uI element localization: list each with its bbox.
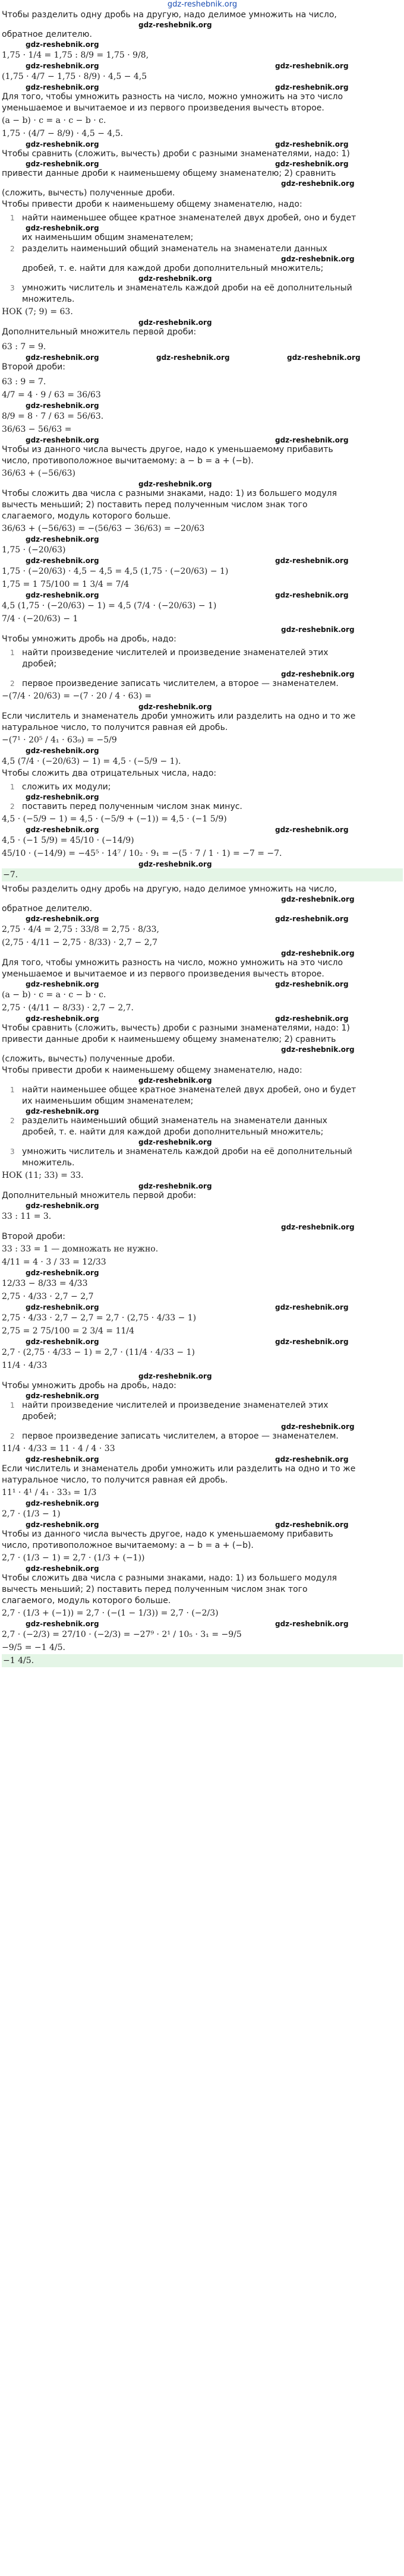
list-item: множитель. (22, 295, 75, 304)
text-line: Чтобы умножить дробь на дробь, надо: (2, 1381, 176, 1390)
watermark: gdz-reshebnik.org (26, 224, 99, 232)
list-item: множитель. (22, 1158, 75, 1168)
list-item: 2 первое произведение записать числителем, а второе — знаменателем. (10, 679, 339, 688)
text-line: вычесть меньший; 2) поставить перед полученным числом знак того (2, 500, 308, 510)
watermark: gdz-reshebnik.org gdz-reshebnik.org (26, 1521, 349, 1529)
watermark: gdz-reshebnik.org (26, 1202, 99, 1210)
math-line: 2,75 · 4/4 = 2,75 : 33/8 = 2,75 · 8/33, (2, 925, 159, 934)
watermark: gdz-reshebnik.org (26, 1564, 99, 1573)
watermark: gdz-reshebnik.org gdz-reshebnik.org (26, 1338, 349, 1346)
solution-part-2 (2, 884, 403, 1667)
math-line: 36/63 − 56/63 = (2, 425, 72, 434)
math-line: 11¹ · 4¹ / 4₁ · 33₃ = 1/3 (2, 1488, 97, 1497)
watermark: gdz-reshebnik.org (281, 1423, 355, 1431)
text-line: (сложить, вычесть) полученные дроби. (2, 188, 175, 198)
list-item: их наименьшим общим знаменателем; (22, 233, 194, 242)
watermark: gdz-reshebnik.org (26, 747, 99, 755)
math-line: 2,7 · (1/3 + (−1)) = 2,7 · (−(1 − 1/3)) = 2,7 · (−2/3) (2, 1608, 219, 1618)
watermark: gdz-reshebnik.org gdz-reshebnik.org (26, 1620, 349, 1628)
text-line: Для того, чтобы умножить разность на число, можно умножить на это число (2, 92, 343, 102)
text-line: уменьшаемое и вычитаемое и из первого произведения вычесть второе. (2, 103, 324, 113)
site-header-link[interactable]: gdz-reshebnik.org (167, 0, 238, 9)
text-line: привести данные дроби к наименьшему общему знаменателю; 2) сравнить (2, 1035, 336, 1044)
math-line: (a − b) · c = a · c − b · c. (2, 990, 106, 1000)
watermark: gdz-reshebnik.org (138, 274, 212, 283)
text-line: Если числитель и знаменатель дроби умножить или разделить на одно и то же (2, 712, 356, 721)
watermark: gdz-reshebnik.org (281, 670, 355, 678)
list-item: 1 сложить их модули; (10, 782, 111, 792)
solution-part-1 (2, 10, 403, 881)
text-line: Чтобы сравнить (сложить, вычесть) дроби с разными знаменателями, надо: 1) (2, 1023, 350, 1033)
text-line: Чтобы сравнить (сложить, вычесть) дроби с разными знаменателями, надо: 1) (2, 149, 350, 159)
list-item: 3 умножить числитель и знаменатель каждой дроби на её дополнительный (10, 283, 352, 293)
math-line: 2,7 · (1/3 − 1) (2, 1509, 61, 1519)
math-line: 33 : 11 = 3. (2, 1212, 52, 1221)
math-line: 36/63 + (−56/63) (2, 469, 75, 478)
list-item: 1 найти произведение числителей и произведение знаменателей этих (10, 648, 329, 658)
watermark: gdz-reshebnik.org (26, 1269, 99, 1277)
math-line: 2,75 · 4/33 · 2,7 − 2,7 = 2,7 · (2,75 · 4/33 − 1) (2, 1313, 197, 1323)
math-line: НОК (7; 9) = 63. (2, 307, 73, 317)
watermark: gdz-reshebnik.org gdz-reshebnik.org (26, 1455, 349, 1464)
math-line: −9/5 = −1 4/5. (2, 1643, 65, 1652)
watermark: gdz-reshebnik.org gdz-reshebnik.org gdz-reshebnik.org (26, 353, 361, 362)
math-line: 2,7 · (1/3 − 1) = 2,7 · (1/3 + (−1)) (2, 1553, 145, 1563)
math-line: 63 : 7 = 9. (2, 342, 46, 352)
math-line: 4,5 (1,75 · (−20/63) − 1) = 4,5 (7/4 · (−20/63) − 1) (2, 601, 217, 611)
list-item: 2 разделить наименьший общий знаменатель на знаменатели данных (10, 244, 327, 254)
text-line: число, противоположное вычитаемому: a − b = a + (−b). (2, 1541, 254, 1550)
text-line: слагаемого, модуль которого больше. (2, 1596, 171, 1605)
watermark: gdz-reshebnik.org (281, 1223, 355, 1231)
watermark: gdz-reshebnik.org (138, 1076, 212, 1085)
list-item: 1 найти наименьшее общее кратное знаменателей двух дробей, оно и будет (10, 213, 356, 223)
list-item: дробей, т. е. найти для каждой дроби дополнительный множитель; (22, 264, 324, 273)
answer-highlight: −7. (2, 868, 403, 881)
watermark: gdz-reshebnik.org (281, 1045, 355, 1054)
text-line: Чтобы сложить два числа с разными знаками, надо: 1) из большего модуля (2, 489, 337, 498)
list-item: дробей; (22, 659, 57, 669)
text-line: Чтобы сложить два отрицательных числа, надо: (2, 769, 217, 778)
text-line: привести данные дроби к наименьшему общему знаменателю; 2) сравнить (2, 169, 336, 178)
text-line: обратное делителю. (2, 30, 92, 39)
math-line: 2,75 · 4/33 · 2,7 − 2,7 (2, 1292, 94, 1301)
math-line: 33 : 33 = 1 — домножать не нужно. (2, 1244, 159, 1254)
math-line: 1,75 · (−20/63) (2, 545, 66, 555)
watermark: gdz-reshebnik.org gdz-reshebnik.org (26, 915, 349, 923)
watermark: gdz-reshebnik.org (281, 255, 355, 263)
math-line: 45/10 · (−14/9) = −45⁵ · 14⁷ / 10₂ · 9₁ = −(5 · 7 / 1 · 1) = −7 = −7. (2, 849, 282, 858)
list-item: дробей, т. е. найти для каждой дроби дополнительный множитель; (22, 1127, 324, 1137)
math-line: −(7/4 · 20/63) = −(7 · 20 / 4 · 63) = (2, 691, 152, 701)
text-line: Чтобы сложить два числа с разными знаками, надо: 1) из большего модуля (2, 1573, 337, 1583)
math-line: 11/4 · 4/33 (2, 1361, 48, 1370)
watermark: gdz-reshebnik.org (26, 40, 99, 49)
watermark: gdz-reshebnik.org (281, 895, 355, 903)
watermark: gdz-reshebnik.org (281, 949, 355, 957)
watermark: gdz-reshebnik.org gdz-reshebnik.org (26, 160, 349, 168)
list-item: 1 найти наименьшее общее кратное знаменателей двух дробей, оно и будет (10, 1085, 356, 1095)
text-line: натуральное число, то получится равная ей дробь. (2, 723, 228, 732)
watermark: gdz-reshebnik.org (281, 179, 355, 188)
watermark: gdz-reshebnik.org (138, 703, 212, 711)
math-line: 8/9 = 8 · 7 / 63 = 56/63. (2, 412, 104, 421)
math-line: 4/7 = 4 · 9 / 63 = 36/63 (2, 390, 101, 400)
watermark: gdz-reshebnik.org (138, 480, 212, 488)
text-line: число, противоположное вычитаемому: a − b = a + (−b). (2, 456, 254, 466)
watermark: gdz-reshebnik.org gdz-reshebnik.org (26, 1303, 349, 1311)
text-line: Второй дроби: (2, 362, 65, 372)
text-line: Если числитель и знаменатель дроби умножить или разделить на одно и то же (2, 1464, 356, 1474)
watermark: gdz-reshebnik.org gdz-reshebnik.org (26, 62, 349, 70)
watermark: gdz-reshebnik.org gdz-reshebnik.org (26, 591, 349, 599)
list-item: 2 первое произведение записать числителем, а второе — знаменателем. (10, 1431, 339, 1441)
text-line: Второй дроби: (2, 1232, 65, 1241)
text-line: уменьшаемое и вычитаемое и из первого произведения вычесть второе. (2, 969, 324, 979)
watermark: gdz-reshebnik.org (26, 793, 99, 801)
math-line: 1,75 · (−20/63) · 4,5 − 4,5 = 4,5 (1,75 · (−20/63) − 1) (2, 567, 229, 576)
watermark: gdz-reshebnik.org gdz-reshebnik.org (26, 436, 349, 444)
watermark: gdz-reshebnik.org gdz-reshebnik.org (26, 83, 349, 91)
text-line: слагаемого, модуль которого больше. (2, 511, 171, 521)
math-line: 1,75 = 1 75/100 = 1 3/4 = 7/4 (2, 580, 130, 589)
text-line: Для того, чтобы умножить разность на число, можно умножить на это число (2, 958, 343, 968)
list-item: 2 разделить наименьший общий знаменатель на знаменатели данных (10, 1116, 327, 1126)
text-line: натуральное число, то получится равная ей дробь. (2, 1475, 228, 1485)
text-line: Дополнительный множитель первой дроби: (2, 327, 197, 337)
watermark: gdz-reshebnik.org (138, 1182, 212, 1190)
text-line: Чтобы из данного числа вычесть другое, надо к уменьшаемому прибавить (2, 445, 333, 454)
answer-highlight: −1 4/5. (2, 1654, 403, 1667)
watermark: gdz-reshebnik.org (138, 1138, 212, 1146)
math-line: 2,75 · (4/11 − 8/33) · 2,7 − 2,7. (2, 1003, 134, 1013)
math-line: 4,5 (7/4 · (−20/63) − 1) = 4,5 · (−5/9 − 1). (2, 757, 181, 766)
watermark: gdz-reshebnik.org (138, 318, 212, 327)
watermark: gdz-reshebnik.org gdz-reshebnik.org (26, 1014, 349, 1023)
math-line: 1,75 · 1/4 = 1,75 : 8/9 = 1,75 · 9/8, (2, 50, 149, 60)
math-line: 36/63 + (−56/63) = −(56/63 − 36/63) = −20/63 (2, 524, 205, 533)
text-line: Чтобы привести дроби к наименьшему общему знаменателю, надо: (2, 200, 302, 209)
watermark: gdz-reshebnik.org (26, 1392, 99, 1400)
math-line: 4,5 · (−1 5/9) = 45/10 · (−14/9) (2, 836, 134, 845)
math-line: 2,7 · (−2/3) = 27/10 · (−2/3) = −27⁹ · 2¹ / 10₅ · 3₁ = −9/5 (2, 1630, 242, 1639)
list-item: 2 поставить перед полученным числом знак минус. (10, 802, 242, 811)
math-line: (2,75 · 4/11 − 2,75 · 8/33) · 2,7 − 2,7 (2, 938, 157, 947)
math-line: 4,5 · (−5/9 − 1) = 4,5 · (−5/9 + (−1)) = 4,5 · (−1 5/9) (2, 814, 227, 824)
watermark: gdz-reshebnik.org (281, 625, 355, 634)
text-line: Чтобы привести дроби к наименьшему общему знаменателю, надо: (2, 1066, 302, 1075)
math-line: 4/11 = 4 · 3 / 33 = 12/33 (2, 1257, 106, 1267)
watermark: gdz-reshebnik.org (138, 1372, 212, 1380)
watermark: gdz-reshebnik.org (138, 21, 212, 29)
math-line: 7/4 · (−20/63) − 1 (2, 614, 78, 624)
text-line: Чтобы разделить одну дробь на другую, надо делимое умножить на число, (2, 10, 337, 20)
math-line: 1,75 · (4/7 − 8/9) · 4,5 − 4,5. (2, 129, 124, 138)
text-line: (сложить, вычесть) полученные дроби. (2, 1054, 175, 1064)
math-line: 2,75 = 2 75/100 = 2 3/4 = 11/4 (2, 1326, 135, 1336)
text-line: Дополнительный множитель первой дроби: (2, 1191, 197, 1200)
list-item: дробей; (22, 1412, 57, 1421)
watermark: gdz-reshebnik.org (26, 1107, 99, 1115)
watermark: gdz-reshebnik.org gdz-reshebnik.org (26, 140, 349, 148)
watermark: gdz-reshebnik.org (26, 1499, 99, 1507)
watermark: gdz-reshebnik.org gdz-reshebnik.org (26, 826, 349, 834)
math-line: 12/33 − 8/33 = 4/33 (2, 1279, 88, 1288)
watermark: gdz-reshebnik.org (138, 860, 212, 868)
text-line: вычесть меньший; 2) поставить перед полученным числом знак того (2, 1585, 308, 1594)
text-line: Чтобы умножить дробь на дробь, надо: (2, 634, 176, 644)
watermark: gdz-reshebnik.org (26, 402, 99, 410)
watermark: gdz-reshebnik.org gdz-reshebnik.org (26, 980, 349, 988)
math-line: 63 : 9 = 7. (2, 377, 46, 387)
list-item: 3 умножить числитель и знаменатель каждой дроби на её дополнительный (10, 1147, 352, 1156)
math-line: НОК (11; 33) = 33. (2, 1171, 84, 1180)
watermark: gdz-reshebnik.org gdz-reshebnik.org (26, 557, 349, 565)
math-line: 2,7 · (2,75 · 4/33 − 1) = 2,7 · (11/4 · 4/33 − 1) (2, 1348, 195, 1357)
math-line: (1,75 · 4/7 − 1,75 · 8/9) · 4,5 − 4,5 (2, 72, 147, 81)
list-item: их наименьшим общим знаменателем; (22, 1096, 194, 1106)
math-line: (a − b) · c = a · c − b · c. (2, 116, 106, 125)
math-line: 11/4 · 4/33 = 11 · 4 / 4 · 33 (2, 1444, 115, 1453)
text-line: обратное делителю. (2, 904, 92, 914)
text-line: Чтобы разделить одну дробь на другую, надо делимое умножить на число, (2, 884, 337, 894)
watermark: gdz-reshebnik.org (26, 535, 99, 543)
list-item: 1 найти произведение числителей и произведение знаменателей этих (10, 1401, 329, 1410)
text-line: Чтобы из данного числа вычесть другое, надо к уменьшаемому прибавить (2, 1529, 333, 1539)
math-line: −(7¹ · 20⁵ / 4₁ · 63₉) = −5/9 (2, 735, 117, 745)
